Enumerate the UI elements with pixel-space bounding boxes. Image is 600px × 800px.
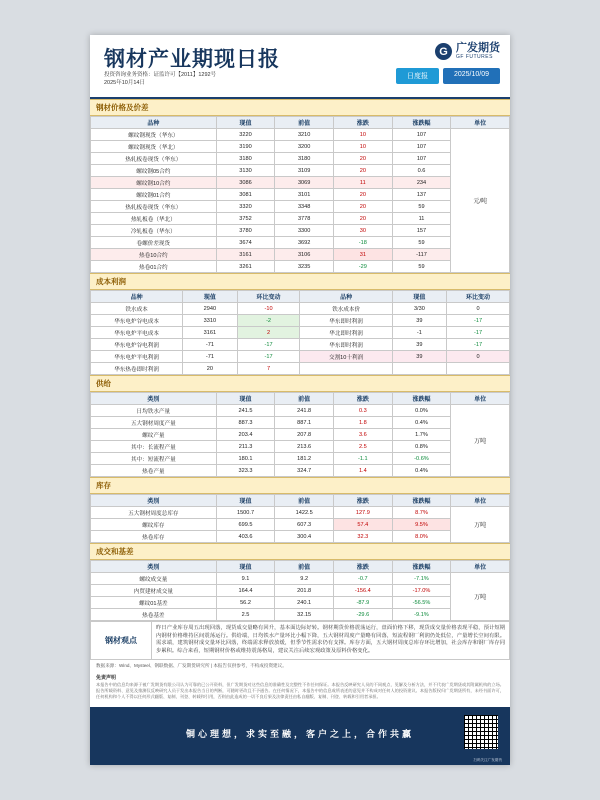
cell-chg: 20: [334, 189, 393, 201]
disclaimer-title: 免责声明: [96, 674, 117, 681]
cell-name: 热轧板卷（华北）: [91, 213, 217, 225]
report-header: [90, 35, 510, 99]
license-line: 投资咨询业务资格：证监许可【2011】1292号: [104, 72, 217, 78]
cell-now: 56.2: [216, 597, 275, 609]
section-header-supply: 供给: [90, 375, 510, 392]
cell-chg: 20: [334, 201, 393, 213]
cell-now: 211.3: [216, 441, 275, 453]
header-subtitle: [104, 71, 216, 88]
table-header-row: [91, 117, 510, 129]
cell-prev: 3300: [275, 225, 334, 237]
cell-name: 螺纹产量: [91, 429, 217, 441]
table-row: [91, 585, 510, 597]
table-row: [91, 363, 510, 375]
cell-prev: 240.1: [275, 597, 334, 609]
cell-now-right: 3/30: [392, 303, 446, 315]
col-chg: 涨跌: [334, 117, 393, 129]
table-row: [91, 249, 510, 261]
cell-chg: -0.7: [334, 573, 393, 585]
cell-name-right: 华北即时利润: [300, 327, 392, 339]
cell-name-right: 交割10十利润: [300, 351, 392, 363]
col-pct: 涨跌幅: [392, 495, 451, 507]
qr-code-icon[interactable]: [464, 715, 498, 749]
col-chg: 涨跌: [334, 561, 393, 573]
cell-now: 9.1: [216, 573, 275, 585]
cell-chg-right: -17: [447, 315, 510, 327]
col-name: 类别: [91, 495, 217, 507]
col-prev: 前值: [275, 117, 334, 129]
cell-name-right: [300, 363, 392, 375]
col-unit: 单位: [451, 561, 510, 573]
table-row: [91, 507, 510, 519]
cell-name: 其中：短流程产量: [91, 453, 217, 465]
cell-pct: -0.6%: [392, 453, 451, 465]
table-row: [91, 141, 510, 153]
cell-chg: -29: [334, 261, 393, 273]
cell-prev: 3210: [275, 129, 334, 141]
table-row: [91, 519, 510, 531]
cell-name: 热卷10合约: [91, 249, 217, 261]
cell-chg: 31: [334, 249, 393, 261]
cell-now: 3180: [216, 153, 275, 165]
table-row: [91, 417, 510, 429]
col-pct: 涨跌幅: [392, 393, 451, 405]
cell-name: 螺纹01基差: [91, 597, 217, 609]
cell-pct: 0.4%: [392, 417, 451, 429]
cell-pct: 0.6: [392, 165, 451, 177]
cell-now-left: -71: [183, 351, 237, 363]
viewpoint-block: [90, 621, 510, 660]
cell-now: 3780: [216, 225, 275, 237]
cell-chg-right: 0: [447, 303, 510, 315]
cell-prev: 3692: [275, 237, 334, 249]
cell-now: 887.3: [216, 417, 275, 429]
cell-chg: 20: [334, 165, 393, 177]
cell-chg-left: 7: [237, 363, 300, 375]
cell-name: 日均铁水产量: [91, 405, 217, 417]
cell-now: 3220: [216, 129, 275, 141]
col-now: 现值: [216, 495, 275, 507]
cell-name-left: 华东电炉谷电利润: [91, 339, 183, 351]
cell-pct: 59: [392, 237, 451, 249]
cell-name: 热卷产量: [91, 465, 217, 477]
cell-now: 180.1: [216, 453, 275, 465]
cell-now-right: -1: [392, 327, 446, 339]
table-row: [91, 327, 510, 339]
table-row: [91, 429, 510, 441]
col-chg: 涨跌: [334, 393, 393, 405]
source-note: 数据来源：Wind、Mysteel、钢联数据、广发期货研究所 | 本报告仅供参考，不构成投资建议。: [96, 662, 287, 668]
cell-prev: 213.6: [275, 441, 334, 453]
cell-now: 3752: [216, 213, 275, 225]
table-header-row: [91, 495, 510, 507]
cell-name: 内贸建材成交量: [91, 585, 217, 597]
cell-prev: 3180: [275, 153, 334, 165]
cell-chg: 1.8: [334, 417, 393, 429]
table-row: [91, 573, 510, 585]
cell-name: 螺纹钢10合约: [91, 177, 217, 189]
cell-prev: 3069: [275, 177, 334, 189]
col-name-right: 品种: [300, 291, 392, 303]
cell-name: 螺纹钢现货（华东）: [91, 129, 217, 141]
table-row: [91, 261, 510, 273]
col-prev: 前值: [275, 495, 334, 507]
cell-pct: 137: [392, 189, 451, 201]
cell-chg-left: -17: [237, 339, 300, 351]
report-date: 2025年10月14日: [104, 80, 145, 87]
header-tags: [396, 68, 500, 84]
table-row: [91, 129, 510, 141]
cell-name: 五大钢材周度总库存: [91, 507, 217, 519]
cell-name: 热轧板卷现货（华东）: [91, 201, 217, 213]
cell-now: 403.6: [216, 531, 275, 543]
cell-pct: 59: [392, 261, 451, 273]
col-unit: 单位: [451, 393, 510, 405]
cell-now: 3190: [216, 141, 275, 153]
cell-name: 五大钢材周度产量: [91, 417, 217, 429]
cell-chg: -29.6: [334, 609, 393, 621]
cell-now: 323.3: [216, 465, 275, 477]
cell-chg-right: -17: [447, 327, 510, 339]
cell-pct: 11: [392, 213, 451, 225]
cell-name: 螺纹库存: [91, 519, 217, 531]
cell-prev: 300.4: [275, 531, 334, 543]
cell-prev: 241.8: [275, 405, 334, 417]
cell-now: 203.4: [216, 429, 275, 441]
cell-now: 1500.7: [216, 507, 275, 519]
cell-now: 2.5: [216, 609, 275, 621]
col-pct: 涨跌幅: [392, 561, 451, 573]
brand-name-en: GF FUTURES: [456, 53, 493, 60]
supply-table: [90, 392, 510, 477]
col-name: 品种: [91, 117, 217, 129]
table-row: [91, 201, 510, 213]
table-row: [91, 213, 510, 225]
disclaimer-text: 本报告中的信息均来源于被广发期货有限公司认为可靠的已公开资料，但广发期货对这些信息的准确性及完整性不作任何保证。本报告反映研究人员的不同观点、见解及分析方法，并不代表广发期货或其附属机构的立场。报告所载资料、意见及推测仅反映研究人员于发出本报告当日的判断，可随时更改且不予通告。在任何情况下，本报告中的信息或所表述的意见并不构成对任何人的投资建议。本报告版权归广发期货所有，未经书面许可，任何机构和个人不得以任何形式翻版、复制、刊登、转载和引用，否则由此造成的一切不良后果及法律责任由私自翻版、复制、刊登、转载和引用者承担。: [96, 681, 504, 699]
cell-prev: 3200: [275, 141, 334, 153]
col-name: 类别: [91, 393, 217, 405]
cell-name: 螺纹钢05合约: [91, 165, 217, 177]
cell-prev: 3348: [275, 201, 334, 213]
cell-name: 螺纹钢现货（华北）: [91, 141, 217, 153]
table-row: [91, 597, 510, 609]
table-header-row: [91, 291, 510, 303]
table-header-row: [91, 561, 510, 573]
cell-name: 螺纹钢01合约: [91, 189, 217, 201]
cell-chg: 20: [334, 153, 393, 165]
cell-name: 热卷库存: [91, 531, 217, 543]
cell-prev: 1422.5: [275, 507, 334, 519]
cell-chg: 0.3: [334, 405, 393, 417]
cell-pct: 0.0%: [392, 405, 451, 417]
cell-now-right: [392, 363, 446, 375]
cell-pct: -7.1%: [392, 573, 451, 585]
cell-chg-left: -2: [237, 315, 300, 327]
table-row: [91, 441, 510, 453]
cell-pct: -56.5%: [392, 597, 451, 609]
section-header-cost: 成本利润: [90, 273, 510, 290]
cell-chg: -87.9: [334, 597, 393, 609]
col-pct: 涨跌幅: [392, 117, 451, 129]
cell-chg-right: 0: [447, 351, 510, 363]
col-chg-left: 环比变动: [237, 291, 300, 303]
col-name: 类别: [91, 561, 217, 573]
cell-pct: -9.1%: [392, 609, 451, 621]
cell-pct: 234: [392, 177, 451, 189]
cell-chg: 10: [334, 141, 393, 153]
cell-chg: 30: [334, 225, 393, 237]
col-chg-right: 环比变动: [447, 291, 510, 303]
cell-name: 热卷01合约: [91, 261, 217, 273]
table-row: [91, 225, 510, 237]
cell-chg: 20: [334, 213, 393, 225]
cell-name: 其中：长流程产量: [91, 441, 217, 453]
cell-name-right: 铁水成本价: [300, 303, 392, 315]
col-chg: 涨跌: [334, 495, 393, 507]
cell-chg: 11: [334, 177, 393, 189]
cell-unit: 万吨: [451, 405, 510, 477]
cell-pct: 0.8%: [392, 441, 451, 453]
report-page: [90, 35, 510, 765]
cell-prev: 607.3: [275, 519, 334, 531]
cell-now: 3130: [216, 165, 275, 177]
cell-chg: 10: [334, 129, 393, 141]
cell-now: 164.4: [216, 585, 275, 597]
cell-name: 冷轧板卷（华东）: [91, 225, 217, 237]
cell-name: 螺纹成交量: [91, 573, 217, 585]
cell-now: 699.5: [216, 519, 275, 531]
cell-now-right: 39: [392, 315, 446, 327]
cell-chg-right: [447, 363, 510, 375]
cell-pct: 0.4%: [392, 465, 451, 477]
table-row: [91, 453, 510, 465]
cell-now: 3081: [216, 189, 275, 201]
cell-name-left: 华东电炉平电利润: [91, 351, 183, 363]
cell-now: 3320: [216, 201, 275, 213]
table-row: [91, 315, 510, 327]
cell-pct: 1.7%: [392, 429, 451, 441]
cell-name: 热轧板卷现货（华东）: [91, 153, 217, 165]
section-header-turnover: 成交和基差: [90, 543, 510, 560]
cell-chg: 2.5: [334, 441, 393, 453]
cell-unit: 万吨: [451, 507, 510, 543]
cell-chg: 1.4: [334, 465, 393, 477]
cell-prev: 3106: [275, 249, 334, 261]
cell-chg-left: -10: [237, 303, 300, 315]
brand-block: [435, 43, 500, 60]
cell-pct: 9.5%: [392, 519, 451, 531]
cell-chg: 3.6: [334, 429, 393, 441]
cell-prev: 32.15: [275, 609, 334, 621]
table-row: [91, 609, 510, 621]
table-row: [91, 177, 510, 189]
price-table: [90, 116, 510, 273]
cell-pct: 107: [392, 129, 451, 141]
cell-name-left: 华东热卷即时利润: [91, 363, 183, 375]
cell-now: 3086: [216, 177, 275, 189]
cell-chg: 32.3: [334, 531, 393, 543]
cell-now-left: 20: [183, 363, 237, 375]
cell-chg-right: -17: [447, 339, 510, 351]
cell-chg: -18: [334, 237, 393, 249]
col-now-left: 现值: [183, 291, 237, 303]
section-header-price: 钢材价格及价差: [90, 99, 510, 116]
cell-unit: 万吨: [451, 573, 510, 621]
cell-pct: -17.0%: [392, 585, 451, 597]
brand-text: [456, 43, 500, 60]
cell-chg: 127.9: [334, 507, 393, 519]
cell-unit: 元/吨: [451, 129, 510, 273]
table-row: [91, 531, 510, 543]
tag-report-date[interactable]: 2025/10/09: [443, 68, 500, 84]
table-header-row: [91, 393, 510, 405]
cell-prev: 9.2: [275, 573, 334, 585]
cell-name-left: 华东电炉平电成本: [91, 327, 183, 339]
viewpoint-label: 钢材观点: [91, 622, 152, 659]
report-footer: [90, 707, 510, 765]
cell-pct: 107: [392, 141, 451, 153]
cell-prev: 207.8: [275, 429, 334, 441]
col-now: 现值: [216, 561, 275, 573]
col-now: 现值: [216, 393, 275, 405]
cell-pct: 107: [392, 153, 451, 165]
col-now: 现值: [216, 117, 275, 129]
cell-now-right: 39: [392, 339, 446, 351]
table-row: [91, 303, 510, 315]
cell-prev: 3778: [275, 213, 334, 225]
cost-table: [90, 290, 510, 375]
page-title: 钢材产业期现日报: [104, 47, 280, 71]
brand-logo-icon: G: [435, 43, 452, 60]
cell-prev: 181.2: [275, 453, 334, 465]
viewpoint-text: 昨日产业库存周五出现回落，现货成交量略有回升，基本面边际好转。钢材期货价格震荡运行，盘面价格下移，现货成交量价格表现平稳，预计短期内钢材价格维持区间震荡运行。供给端，日均铁水产量环比小幅下降，五大钢材周度产量略有回落，短流程钢厂利润仍处低位，产量增长空间有限。需求端，建筑钢材成交量环比回落，终端需求释放放缓，但季节性需求仍有支撑。库存方面，五大钢材周度总库存环比增加，社会库存和钢厂库存同步累积。综合来看，短期钢材价格或维持震荡格局，建议关注后续宏观政策及原料价格变化。: [156, 625, 505, 655]
table-row: [91, 465, 510, 477]
cell-prev: 324.7: [275, 465, 334, 477]
footer-slogan: 铜心理想，求实至融，客户之上，合作共赢: [185, 729, 414, 739]
table-row: [91, 189, 510, 201]
cell-prev: 887.1: [275, 417, 334, 429]
cell-pct: 8.0%: [392, 531, 451, 543]
cell-chg: -156.4: [334, 585, 393, 597]
cell-name-right: 华东即时利润: [300, 339, 392, 351]
cell-prev: 3109: [275, 165, 334, 177]
cell-prev: 3101: [275, 189, 334, 201]
cell-now-left: 3161: [183, 327, 237, 339]
brand-name-cn: 广发期货: [456, 42, 500, 55]
col-name-left: 品种: [91, 291, 183, 303]
table-row: [91, 351, 510, 363]
col-prev: 前值: [275, 561, 334, 573]
col-unit: 单位: [451, 495, 510, 507]
cell-pct: 59: [392, 201, 451, 213]
cell-pct: 157: [392, 225, 451, 237]
cell-now-left: -71: [183, 339, 237, 351]
cell-name: 卷螺价差现货: [91, 237, 217, 249]
tag-report-type[interactable]: 日度报: [396, 68, 439, 84]
cell-chg: 57.4: [334, 519, 393, 531]
table-row: [91, 165, 510, 177]
cell-name: 热卷基差: [91, 609, 217, 621]
cell-prev: 3235: [275, 261, 334, 273]
cell-pct: -117: [392, 249, 451, 261]
cell-name-right: 华东即时利润: [300, 315, 392, 327]
cell-chg-left: 2: [237, 327, 300, 339]
table-row: [91, 339, 510, 351]
table-row: [91, 405, 510, 417]
cell-prev: 201.8: [275, 585, 334, 597]
col-prev: 前值: [275, 393, 334, 405]
cell-now: 3674: [216, 237, 275, 249]
section-header-inventory: 库存: [90, 477, 510, 494]
cell-name-left: 华东电炉谷电成本: [91, 315, 183, 327]
cell-chg-left: -17: [237, 351, 300, 363]
inventory-table: [90, 494, 510, 543]
col-now-right: 现值: [392, 291, 446, 303]
cell-pct: 8.7%: [392, 507, 451, 519]
cell-now: 3161: [216, 249, 275, 261]
col-unit: 单位: [451, 117, 510, 129]
cell-now: 241.5: [216, 405, 275, 417]
cell-now-left: 2940: [183, 303, 237, 315]
cell-now: 3261: [216, 261, 275, 273]
qr-caption: 扫码关注广发期货: [473, 758, 502, 762]
table-row: [91, 153, 510, 165]
table-row: [91, 237, 510, 249]
cell-name-left: 铁水成本: [91, 303, 183, 315]
cell-now-left: 3310: [183, 315, 237, 327]
cell-chg: -1.1: [334, 453, 393, 465]
turnover-table: [90, 560, 510, 621]
cell-now-right: 39: [392, 351, 446, 363]
